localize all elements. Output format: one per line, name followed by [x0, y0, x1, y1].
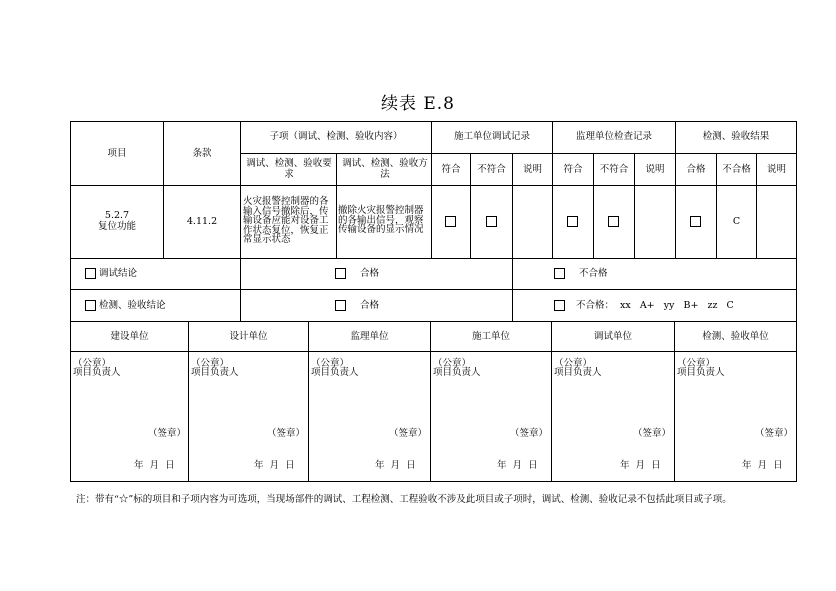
footnote: 注：带有“☆”标的项目和子项内容为可选项，当现场部件的调试、工程检测、工程验收不涉及此项目或子项时，调试、检测、验收记录不包括此项目或子项。: [76, 494, 732, 505]
unit-sign: （签章）: [148, 428, 187, 439]
label-unqualified: 不合格: [722, 164, 751, 175]
label-remark-1: 说明: [522, 164, 542, 175]
header-construction: 施工单位调试记录: [453, 131, 530, 142]
header-result: 检测、验收结果: [702, 131, 770, 142]
checkbox-result-qualified[interactable]: [690, 216, 701, 227]
unit-seal: （公章）: [311, 358, 350, 369]
result-mark: C: [732, 216, 741, 227]
unit-person: 项目负责人: [73, 367, 121, 378]
unit-person: 项目负责人: [191, 367, 239, 378]
row-c9: [756, 185, 797, 259]
unit-person: 项目负责人: [433, 367, 481, 378]
checkbox-debug-unqualified[interactable]: [554, 268, 565, 279]
unit-sign: （签章）: [389, 428, 428, 439]
unit-name: 检测、验收单位: [702, 331, 769, 342]
unit-sign: （签章）: [633, 428, 672, 439]
unit-seal: （公章）: [677, 358, 716, 369]
unit-sign: （签章）: [510, 428, 549, 439]
checkbox-supervision-nonconform[interactable]: [608, 216, 619, 227]
unit-date: 年 月 日: [742, 460, 783, 471]
label-conform-1: 符合: [441, 164, 461, 175]
debug-conclusion-label: 调试结论: [99, 268, 138, 279]
unit-seal: （公章）: [191, 358, 230, 369]
unit-name: 施工单位: [471, 331, 510, 342]
label-conform-2: 符合: [563, 164, 583, 175]
unit-seal: （公章）: [73, 358, 112, 369]
unit-date: 年 月 日: [497, 460, 538, 471]
label-qualified: 合格: [686, 164, 706, 175]
checkbox-accept-conclusion[interactable]: [85, 300, 96, 311]
unit-date: 年 月 日: [254, 460, 295, 471]
accept-unqualified-grades: 不合格： xx A+ yy B+ zz C: [576, 300, 734, 311]
row-item-name: 复位功能: [97, 221, 136, 232]
label-nonconform-2: 不符合: [599, 164, 629, 175]
unit-name: 设计单位: [229, 331, 268, 342]
header-method: 调试、检测、验收方法: [342, 158, 428, 180]
unit-name: 调试单位: [593, 331, 632, 342]
checkbox-construction-nonconform[interactable]: [486, 216, 497, 227]
row-clause: 4.11.2: [186, 216, 218, 227]
row-method: 撤除火灾报警控制器的各输出信号，观察传输设备的显示情况: [338, 205, 424, 235]
checkbox-supervision-conform[interactable]: [567, 216, 578, 227]
accept-qualified-text: 合格: [360, 300, 380, 311]
row-req: 火灾报警控制器的各输入信号撤除后，传输设备应能对设备工作状态复位，恢复正常显示状态: [243, 196, 329, 245]
unit-person: 项目负责人: [677, 367, 725, 378]
header-clause: 条款: [192, 148, 212, 159]
unit-date: 年 月 日: [375, 460, 416, 471]
unit-name: 监理单位: [350, 331, 389, 342]
row-c3: [512, 185, 553, 259]
unit-date: 年 月 日: [134, 460, 175, 471]
label-remark-3: 说明: [766, 164, 786, 175]
record-table: [70, 121, 797, 482]
row-c6: [634, 185, 676, 259]
unit-seal: （公章）: [433, 358, 472, 369]
page-title: 续表 E.8: [380, 94, 456, 114]
checkbox-accept-unqualified[interactable]: [554, 300, 565, 311]
debug-qualified-text: 合格: [360, 268, 380, 279]
accept-conclusion-label: 检测、验收结论: [99, 300, 166, 311]
unit-person: 项目负责人: [311, 367, 359, 378]
unit-sign: （签章）: [755, 428, 794, 439]
header-req: 调试、检测、验收要求: [246, 158, 332, 180]
unit-person: 项目负责人: [554, 367, 602, 378]
unit-name: 建设单位: [110, 331, 149, 342]
header-subitem: 子项（调试、检测、验收内容）: [269, 131, 403, 142]
header-item: 项目: [107, 148, 127, 159]
unit-sign: （签章）: [267, 428, 306, 439]
label-remark-2: 说明: [645, 164, 665, 175]
debug-unqualified-text: 不合格: [579, 268, 608, 279]
header-supervision: 监理单位检查记录: [575, 131, 652, 142]
unit-seal: （公章）: [554, 358, 593, 369]
unit-date: 年 月 日: [620, 460, 661, 471]
checkbox-construction-conform[interactable]: [445, 216, 456, 227]
label-nonconform-1: 不符合: [477, 164, 506, 175]
checkbox-debug-conclusion[interactable]: [85, 268, 96, 279]
checkbox-accept-qualified[interactable]: [335, 300, 346, 311]
row-item-no: 5.2.7: [104, 210, 130, 221]
checkbox-debug-qualified[interactable]: [335, 268, 346, 279]
